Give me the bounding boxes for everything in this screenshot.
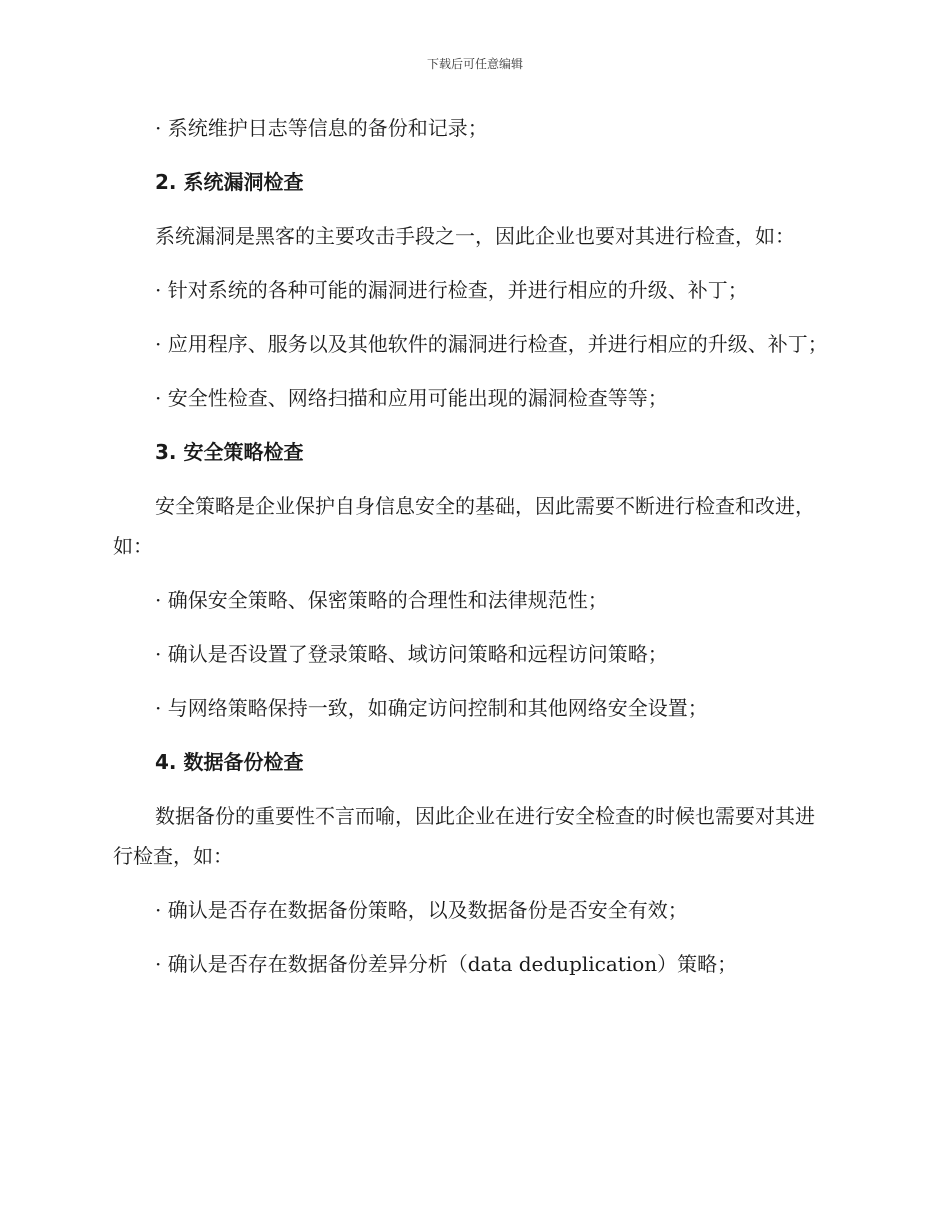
bullet-item: · 确认是否存在数据备份差异分析（data deduplication）策略； <box>155 952 738 976</box>
bullet-item: · 确保安全策略、保密策略的合理性和法律规范性； <box>155 588 608 612</box>
bullet-item: · 针对系统的各种可能的漏洞进行检查，并进行相应的升级、补丁； <box>155 278 748 302</box>
bullet-item: · 确认是否存在数据备份策略，以及数据备份是否安全有效； <box>155 898 688 922</box>
bullet-item: · 系统维护日志等信息的备份和记录； <box>155 116 488 140</box>
section-heading: 3. 安全策略检查 <box>155 440 304 464</box>
section-heading: 4. 数据备份检查 <box>155 750 304 774</box>
bullet-item: · 与网络策略保持一致，如确定访问控制和其他网络安全设置； <box>155 696 708 720</box>
paragraph: 安全策略是企业保护自身信息安全的基础，因此需要不断进行检查和改进，如： <box>113 494 815 558</box>
paragraph: 数据备份的重要性不言而喻，因此企业在进行安全检查的时候也需要对其进行检查，如： <box>113 804 815 868</box>
document-body <box>113 108 833 998</box>
bullet-item: · 确认是否设置了登录策略、域访问策略和远程访问策略； <box>155 642 668 666</box>
page-header: 下载后可任意编辑 <box>426 57 523 71</box>
bullet-item: · 应用程序、服务以及其他软件的漏洞进行检查，并进行相应的升级、补丁； <box>155 332 828 356</box>
bullet-item: · 安全性检查、网络扫描和应用可能出现的漏洞检查等等； <box>155 386 668 410</box>
paragraph: 系统漏洞是黑客的主要攻击手段之一，因此企业也要对其进行检查，如： <box>155 224 795 248</box>
section-heading: 2. 系统漏洞检查 <box>155 170 304 194</box>
